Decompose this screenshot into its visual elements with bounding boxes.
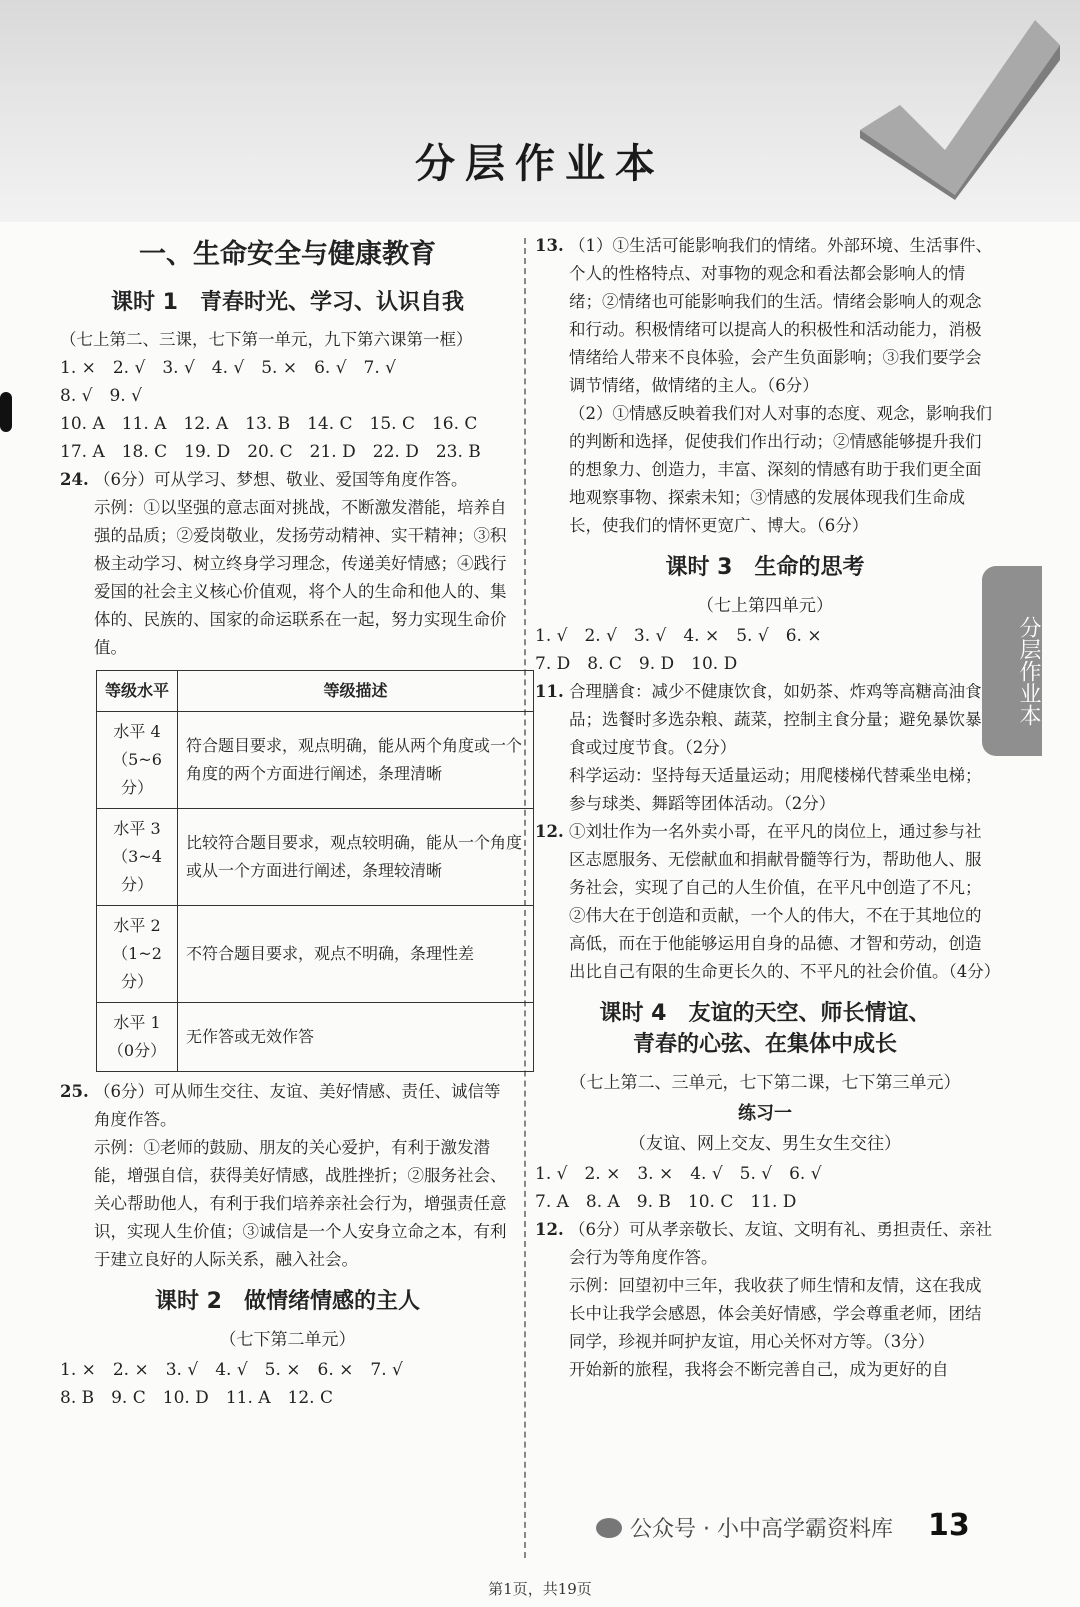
book-title: 分层作业本 [415,140,665,187]
practice-scope: （友谊、网上交友、男生女生交往） [629,1134,901,1154]
q12-text: ①刘壮作为一名外卖小哥，在平凡的岗位上，通过参与社区志愿服务、无偿献血和捐献骨髓等行为，帮助他人、服务社会，实现了自己的人生价值，在平凡中创造了不凡；②伟大在于创造和贡献，一个人的伟大，不在于其地位的高低，而在于他能够运用自身的品德、才智和劳动，创造出比自己有限的生命更长久的、不平凡的社会价值。（4分） [569,822,1001,981]
answer-line: 1. × 2. √ 3. √ 4. √ 5. × 6. √ 7. √ [60,358,397,378]
lesson1-title: 课时 1 青春时光、学习、认识自我 [111,290,464,315]
lesson1-scope: （七上第二、三课，七下第一单元，九下第六课第一框） [60,330,473,349]
grading-table [96,670,534,1072]
q12-head: （6分）可从孝亲敬长、友谊、文明有礼、勇担责任、亲社会行为等角度作答。 [569,1220,992,1267]
lesson3-title: 课时 3 生命的思考 [665,555,865,580]
q13-part1 [535,232,995,400]
practice-title: 练习一 [738,1103,792,1124]
table-header: 等级描述 [178,671,534,712]
table-row [97,906,534,1003]
lesson4-title: 课时 4 友谊的天空、师长情谊、 [599,1001,931,1026]
lesson2-title: 课时 2 做情绪情感的主人 [155,1289,420,1314]
question-number: 11. [535,682,564,701]
table-cell: 水平 1 （0分） [97,1003,178,1072]
table-header: 等级水平 [97,671,178,712]
question-number: 25. [60,1082,89,1101]
page-number: 13 [928,1508,970,1543]
table-cell: 无作答或无效作答 [178,1003,534,1072]
answer-line: 1. × 2. × 3. √ 4. √ 5. × 6. × 7. √ [60,1360,403,1380]
lesson4-scope: （七上第二、三单元，七下第二课，七下第三单元） [569,1073,961,1093]
q12-l4 [535,1216,995,1272]
table-row [97,809,534,906]
watermark-text: 公众号 · 小中高学霸资料库 [630,1517,893,1542]
question-number: 24. [60,470,89,489]
q13-text: （1）①生活可能影响我们的情绪。外部环境、生活事件、个人的性格特点、对事物的观念和看法都会影响人的情绪；②情绪也可能影响我们的生活。情绪会影响人的观念和行动。积极情绪可以提高人的积极性和活动能力，消极情绪给人带来不良体验，会产生负面影响；③我们要学会调节情绪，做情绪的主人。（6分） [569,236,992,395]
q24-head: （6分）可从学习、梦想、敬业、爱国等角度作答。 [94,470,468,489]
table-cell: 不符合题目要求，观点不明确，条理性差 [178,906,534,1003]
table-cell: 水平 3 （3~4分） [97,809,178,906]
q24 [60,466,515,494]
table-row [97,1003,534,1072]
table-row [97,712,534,809]
lesson4-title-line2: 青春的心弦、在集体中成长 [632,1032,897,1057]
answer-line: 8. B 9. C 10. D 11. A 12. C [60,1388,333,1408]
q25-head: （6分）可从师生交往、友谊、美好情感、责任、诚信等角度作答。 [94,1082,501,1129]
answer-line: 1. √ 2. × 3. × 4. √ 5. √ 6. √ [535,1164,822,1184]
scan-mark [0,392,12,432]
left-column [60,232,523,1412]
question-number: 12. [535,822,564,841]
q12-tail: 开始新的旅程，我将会不断完善自己，成为更好的自 [569,1360,949,1379]
side-tab: 分层作业本 [982,566,1042,756]
table-cell: 水平 4 （5~6分） [97,712,178,809]
q25-example: 示例：①老师的鼓励、朋友的关心爱护，有利于激发潜能，增强自信，获得美好情感，战胜挫折；②服务社会、关心帮助他人，有利于我们培养亲社会行为，增强责任意识，实现人生价值；③诚信是一个人安身立命之本，有利于建立良好的人际关系，融入社会。 [94,1138,507,1269]
answer-line: 17. A 18. C 19. D 20. C 21. D 22. D 23. B [60,442,481,462]
q12 [535,818,1001,986]
q11-text: 合理膳食：减少不健康饮食，如奶茶、炸鸡等高糖高油食品；选餐时多选杂粮、蔬菜，控制主食分量；避免暴饮暴食或过度节食。（2分） [569,682,982,757]
answer-line: 8. √ 9. √ [60,386,142,406]
lesson2-scope: （七下第二单元） [219,1330,356,1350]
table-cell: 符合题目要求，观点明确，能从两个角度或一个角度的两个方面进行阐述，条理清晰 [178,712,534,809]
q11 [535,678,995,762]
q12-example: 示例：回望初中三年，我收获了师生情和友情，这在我成长中让我学会感恩，体会美好情感，学会尊重老师，团结同学，珍视并呵护友谊，用心关怀对方等。（3分） [569,1276,982,1351]
lesson3-scope: （七上第四单元） [697,596,833,616]
watermark [596,1512,893,1543]
right-column [535,232,1001,1384]
q13-part2: （2）①情感反映着我们对人对事的态度、观念，影响我们的判断和选择，促使我们作出行动；②情感能够提升我们的想象力、创造力，丰富、深刻的情感有助于我们更全面地观察事物、探索未知；③情感的发展体现我们生命成长，使我们的情怀更宽广、博大。（6分） [569,404,992,535]
q24-example: 示例：①以坚强的意志面对挑战，不断激发潜能，培养自强的品质；②爱岗敬业，发扬劳动精神、实干精神；③积极主动学习、树立终身学习理念，传递美好情感；④践行爱国的社会主义核心价值观，将个人的生命和他人的、集体的、民族的、国家的命运联系在一起，努力实现生命价值。 [94,498,507,657]
q25 [60,1078,515,1134]
answer-line: 10. A 11. A 12. A 13. B 14. C 15. C 16. C [60,414,478,434]
table-cell: 水平 2 （1~2分） [97,906,178,1003]
wechat-icon [596,1518,622,1538]
question-number: 12. [535,1220,564,1239]
page-footer: 第1页，共19页 [488,1580,592,1598]
q11-text-b: 科学运动：坚持每天适量运动；用爬楼梯代替乘坐电梯；参与球类、舞蹈等团体活动。（2分） [569,766,982,813]
answer-line: 7. A 8. A 9. B 10. C 11. D [535,1192,797,1212]
answer-line: 1. √ 2. √ 3. √ 4. × 5. √ 6. × [535,626,822,646]
answer-line: 7. D 8. C 9. D 10. D [535,654,738,674]
question-number: 13. [535,236,564,255]
section-title: 一、生命安全与健康教育 [139,239,436,270]
table-cell: 比较符合题目要求，观点较明确，能从一个角度或从一个方面进行阐述，条理较清晰 [178,809,534,906]
